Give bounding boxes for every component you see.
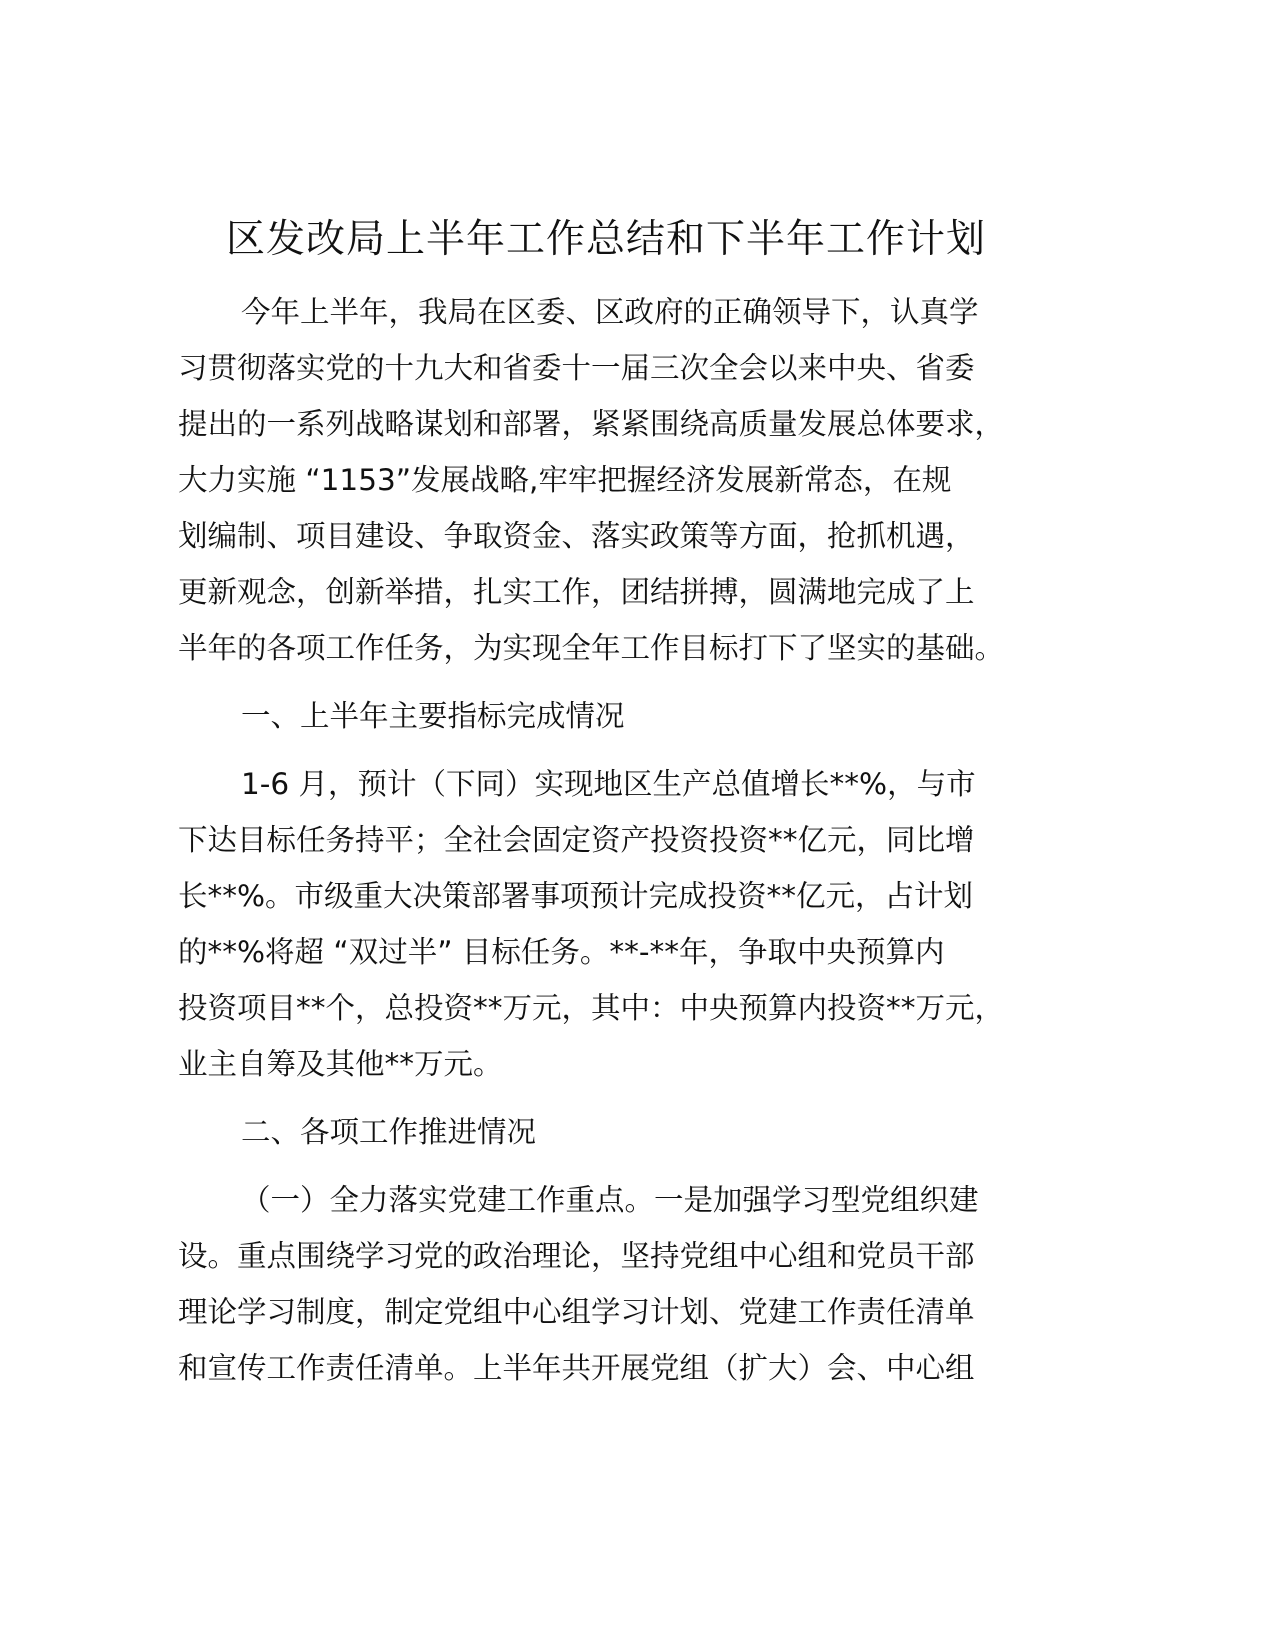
paragraph-gap [178, 1160, 1078, 1172]
text-line: 下达目标任务持平；全社会固定资产投资投资**亿元，同比增 [178, 823, 975, 857]
document-body [178, 284, 1078, 1396]
text-line: （一）全力落实党建工作重点。一是加强学习型党组织建 [241, 1183, 979, 1217]
text-line: 划编制、项目建设、争取资金、落实政策等方面，抢抓机遇， [178, 519, 975, 553]
text-line: 半年的各项工作任务，为实现全年工作目标打下了坚实的基础。 [178, 631, 1005, 665]
heading-text: 二、各项工作推进情况 [241, 1115, 537, 1149]
paragraph-gap [178, 676, 1078, 688]
text-line: 投资项目**个，总投资**万元，其中：中央预算内投资**万元， [178, 991, 1005, 1025]
text-line: 提出的一系列战略谋划和部署，紧紧围绕高质量发展总体要求， [178, 407, 1005, 441]
text-line: 更新观念，创新举措，扎实工作，团结拼搏，圆满地完成了上 [178, 575, 975, 609]
text-line: 理论学习制度，制定党组中心组学习计划、党建工作责任清单 [178, 1295, 975, 1329]
text-line: 的**%将超 “双过半” 目标任务。**-**年，争取中央预算内 [178, 935, 945, 969]
text-line: 设。重点围绕学习党的政治理论，坚持党组中心组和党员干部 [178, 1239, 975, 1273]
paragraph-gap [178, 744, 1078, 756]
paragraph-intro [178, 284, 1078, 676]
text-line: 1-6 月，预计（下同）实现地区生产总值增长**%，与市 [241, 767, 976, 801]
section-heading-2 [178, 1104, 1078, 1160]
text-line: 习贯彻落实党的十九大和省委十一届三次全会以来中央、省委 [178, 351, 975, 385]
heading-text: 一、上半年主要指标完成情况 [241, 699, 625, 733]
text-line: 业主自筹及其他**万元。 [178, 1047, 503, 1081]
paragraph-party-building [178, 1172, 1078, 1396]
document-title: 区发改局上半年工作总结和下半年工作计划 [225, 217, 986, 262]
text-line: 长**%。市级重大决策部署事项预计完成投资**亿元，占计划 [178, 879, 974, 913]
text-line: 大力实施 “1153”发展战略,牢牢把握经济发展新常态，在规 [178, 463, 952, 497]
text-line: 和宣传工作责任清单。上半年共开展党组（扩大）会、中心组 [178, 1351, 975, 1385]
paragraph-indicators [178, 756, 1078, 1092]
section-heading-1 [178, 688, 1078, 744]
paragraph-gap [178, 1092, 1078, 1104]
text-line: 今年上半年，我局在区委、区政府的正确领导下，认真学 [241, 295, 979, 329]
